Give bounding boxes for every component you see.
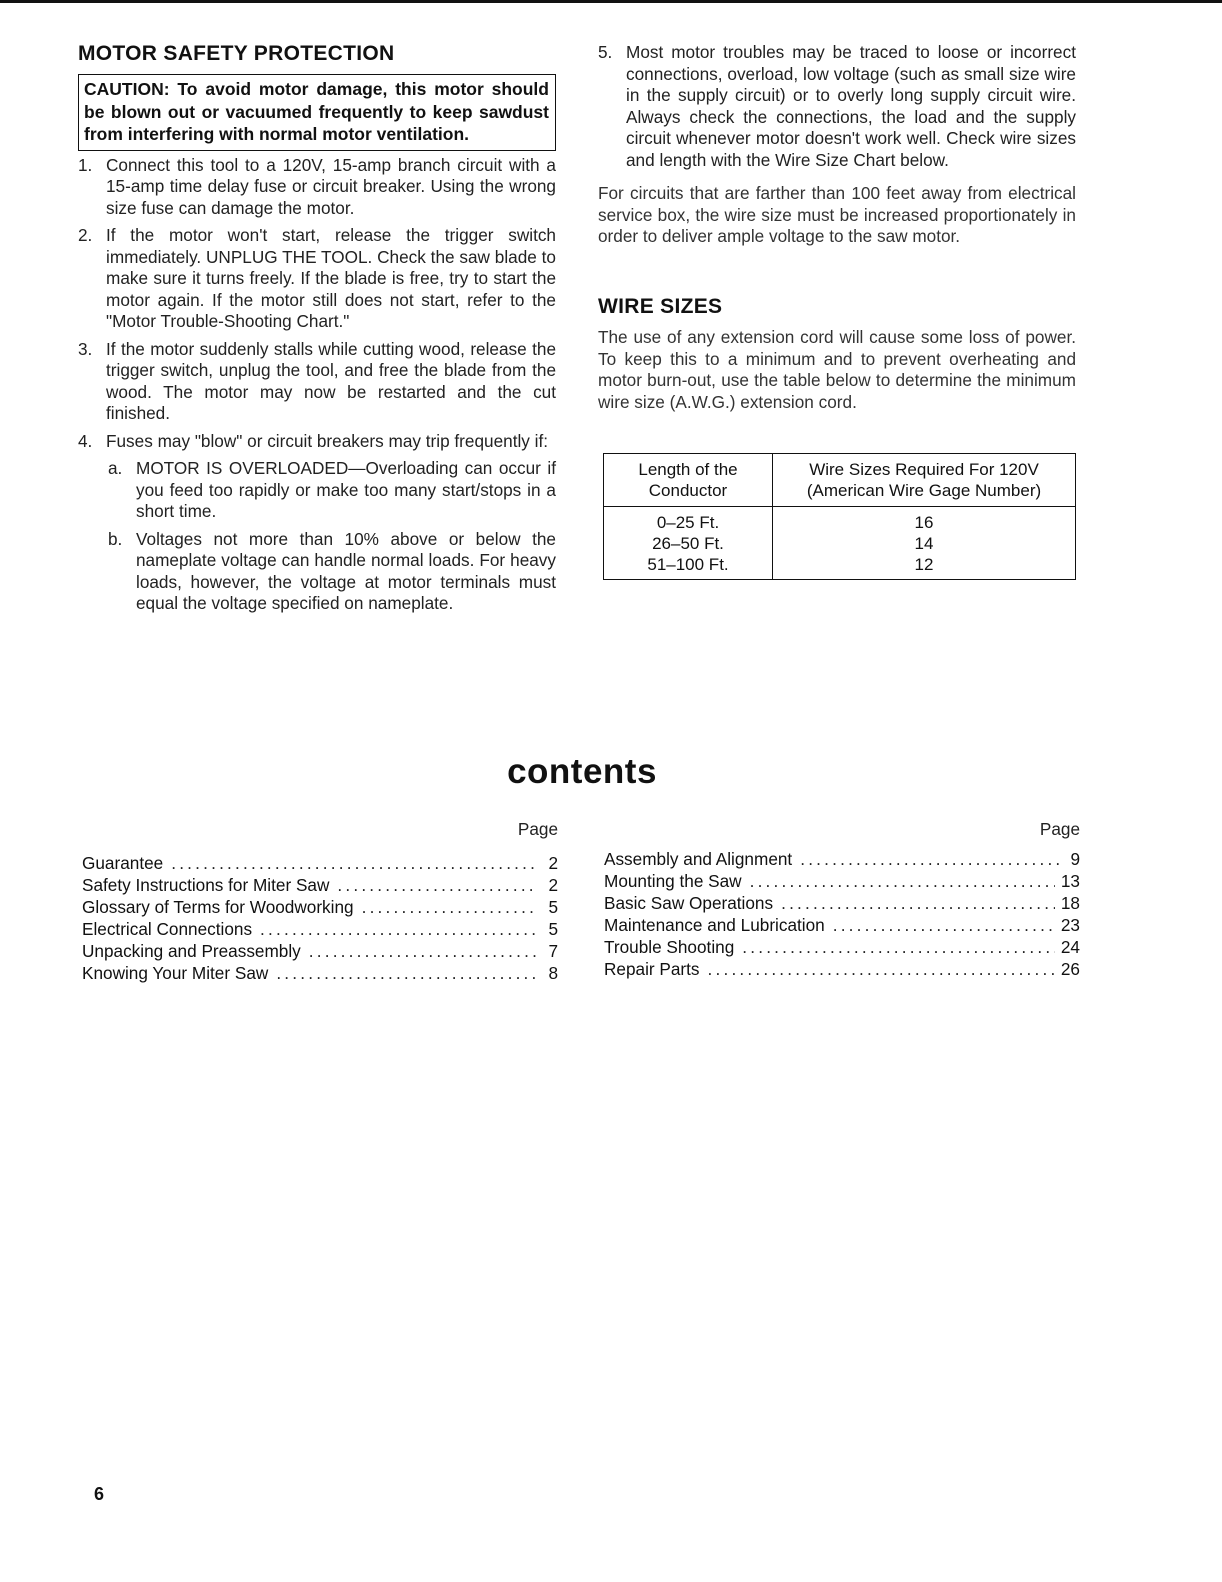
toc-leader-dots (260, 918, 538, 940)
top-rule (0, 0, 1222, 3)
toc-entry-label: Assembly and Alignment (604, 849, 793, 869)
toc-entry-page: 9 (1070, 849, 1080, 869)
toc-entry-page: 23 (1060, 915, 1080, 935)
toc-entry[interactable] (82, 962, 558, 984)
table-row (604, 554, 1076, 580)
toc-leader-dots (750, 870, 1055, 892)
toc-entry[interactable] (604, 936, 1080, 958)
table-header-length: Length of the Conductor (604, 454, 773, 507)
list-item-number: 1. (78, 154, 93, 175)
sub-item-letter: a. (108, 458, 123, 478)
list-item (78, 155, 556, 220)
toc-leader-dots (362, 896, 538, 918)
toc-entry[interactable] (604, 914, 1080, 936)
motor-safety-heading: MOTOR SAFETY PROTECTION (78, 42, 395, 65)
contents-title: contents (507, 752, 657, 791)
table-cell-size: 14 (914, 534, 934, 553)
toc-entry-label: Guarantee (82, 853, 164, 873)
toc-entry-label: Trouble Shooting (604, 937, 735, 957)
toc-entry-page: 2 (548, 875, 558, 895)
sub-item-text: Voltages not more than 10% above or below the nameplate voltage can handle normal loads. For heavy loads, however, the voltage at motor terminals must equal the voltage specified on nameplate. (136, 528, 556, 613)
toc-entry-label: Safety Instructions for Miter Saw (82, 875, 330, 895)
toc-entry[interactable] (82, 918, 558, 940)
toc-entry-label: Repair Parts (604, 959, 700, 979)
table-cell-length: 51–100 Ft. (604, 554, 773, 580)
table-cell-length: 0–25 Ft. (604, 507, 773, 534)
toc-entry[interactable] (604, 958, 1080, 980)
list-item-text: Fuses may "blow" or circuit breakers may trip frequently if: (106, 430, 549, 451)
toc-leader-dots (337, 874, 538, 896)
list-item (598, 42, 1076, 171)
table-row (604, 507, 1076, 534)
list-item-text: If the motor won't start, release the trigger switch immediately. UNPLUG THE TOOL. Check the saw blade to make sure it turns freely. If the blade is free, try to start the motor again. If the motor still does not start, refer to the "Motor Trouble-Shooting Chart." (106, 225, 556, 331)
motor-safety-section (78, 42, 556, 621)
toc-entry-page: 18 (1060, 893, 1080, 913)
toc-entry-page: 8 (548, 963, 558, 983)
toc-leader-dots (781, 892, 1055, 914)
wire-sizes-text: The use of any extension cord will cause some loss of power. To keep this to a minimum and to prevent overheating and motor burn-out, use the table below to determine the minimum wire size (A.W.G.) extension cord. (598, 327, 1076, 412)
toc-entry-page: 5 (548, 919, 558, 939)
sub-list-item (78, 458, 556, 523)
table-cell-length: 26–50 Ft. (604, 533, 773, 554)
table-row (604, 533, 1076, 554)
toc-leader-dots (276, 962, 538, 984)
toc-entry-label: Knowing Your Miter Saw (82, 963, 269, 983)
list-item (78, 339, 556, 425)
toc-entry-label: Basic Saw Operations (604, 893, 774, 913)
list-item-number: 3. (78, 338, 93, 359)
toc-entry-label: Electrical Connections (82, 919, 253, 939)
toc-leader-dots (833, 914, 1055, 936)
sub-list-item (78, 529, 556, 615)
toc-left-column (82, 818, 558, 984)
toc-entry[interactable] (604, 892, 1080, 914)
toc-list (82, 852, 558, 984)
right-column (598, 42, 1076, 580)
table-header-wire-size: Wire Sizes Required For 120V (American Wire Gage Number) (773, 454, 1076, 507)
toc-entry-page: 2 (548, 853, 558, 873)
list-item (78, 431, 556, 453)
toc-entry-label: Mounting the Saw (604, 871, 742, 891)
toc-leader-dots (171, 852, 538, 874)
toc-list (604, 848, 1080, 980)
table-cell-size: 16 (914, 513, 934, 532)
list-item-text: Most motor troubles may be traced to loose or incorrect connections, overload, low voltage (such as small size wire in the supply circuit) or to overly long supply circuit wire. Always check the connections, the load and the supply circuit whenever motor doesn't work well. Check wire sizes and length with the Wire Size Chart below. (626, 42, 1076, 170)
toc-entry[interactable] (82, 874, 558, 896)
list-item (78, 225, 556, 333)
toc-right-column (604, 818, 1080, 980)
toc-entry-label: Glossary of Terms for Woodworking (82, 897, 354, 917)
toc-entry-label: Maintenance and Lubrication (604, 915, 825, 935)
toc-entry-page: 26 (1060, 959, 1080, 979)
motor-safety-list (78, 155, 556, 615)
page-number: 6 (94, 1484, 105, 1504)
toc-page-label: Page (517, 819, 558, 839)
list-item-text: If the motor suddenly stalls while cutting wood, release the trigger switch, unplug the tool, and free the blade from the wood. The motor may now be restarted and the cut finished. (106, 338, 556, 423)
toc-entry[interactable] (82, 852, 558, 874)
toc-entry-page: 5 (548, 897, 558, 917)
toc-entry[interactable] (604, 848, 1080, 870)
list-item-text: Connect this tool to a 120V, 15-amp branch circuit with a 15-amp time delay fuse or circuit breaker. Using the wrong size fuse can damage the motor. (106, 154, 556, 218)
toc-leader-dots (800, 848, 1060, 870)
toc-entry-page: 24 (1060, 937, 1080, 957)
toc-entry[interactable] (82, 940, 558, 962)
list-item-number: 5. (598, 42, 613, 62)
sub-item-text: MOTOR IS OVERLOADED—Overloading can occur if you feed too rapidly or make too many start/stops in a short time. (136, 458, 556, 521)
list-item-number: 4. (78, 430, 93, 451)
caution-box: CAUTION: To avoid motor damage, this motor should be blown out or vacuumed frequently to keep sawdust from interfering with normal motor ventilation. (78, 74, 556, 151)
list-item-number: 2. (78, 225, 93, 245)
sub-item-letter: b. (108, 528, 123, 549)
toc-entry-page: 7 (548, 941, 558, 961)
table-header-row (604, 454, 1076, 507)
toc-leader-dots (742, 936, 1055, 958)
toc-page-label: Page (1039, 819, 1080, 839)
toc-entry-label: Unpacking and Preassembly (82, 941, 301, 961)
table-cell-size: 12 (914, 555, 934, 574)
toc-leader-dots (708, 958, 1055, 980)
wire-size-table (603, 453, 1076, 580)
toc-leader-dots (309, 940, 538, 962)
toc-entry-page: 13 (1060, 871, 1080, 891)
wire-sizes-heading: WIRE SIZES (598, 294, 723, 318)
toc-entry[interactable] (82, 896, 558, 918)
toc-entry[interactable] (604, 870, 1080, 892)
circuits-note: For circuits that are farther than 100 feet away from electrical service box, the wire size must be increased proportionately in order to deliver ample voltage to the saw motor. (598, 183, 1076, 246)
